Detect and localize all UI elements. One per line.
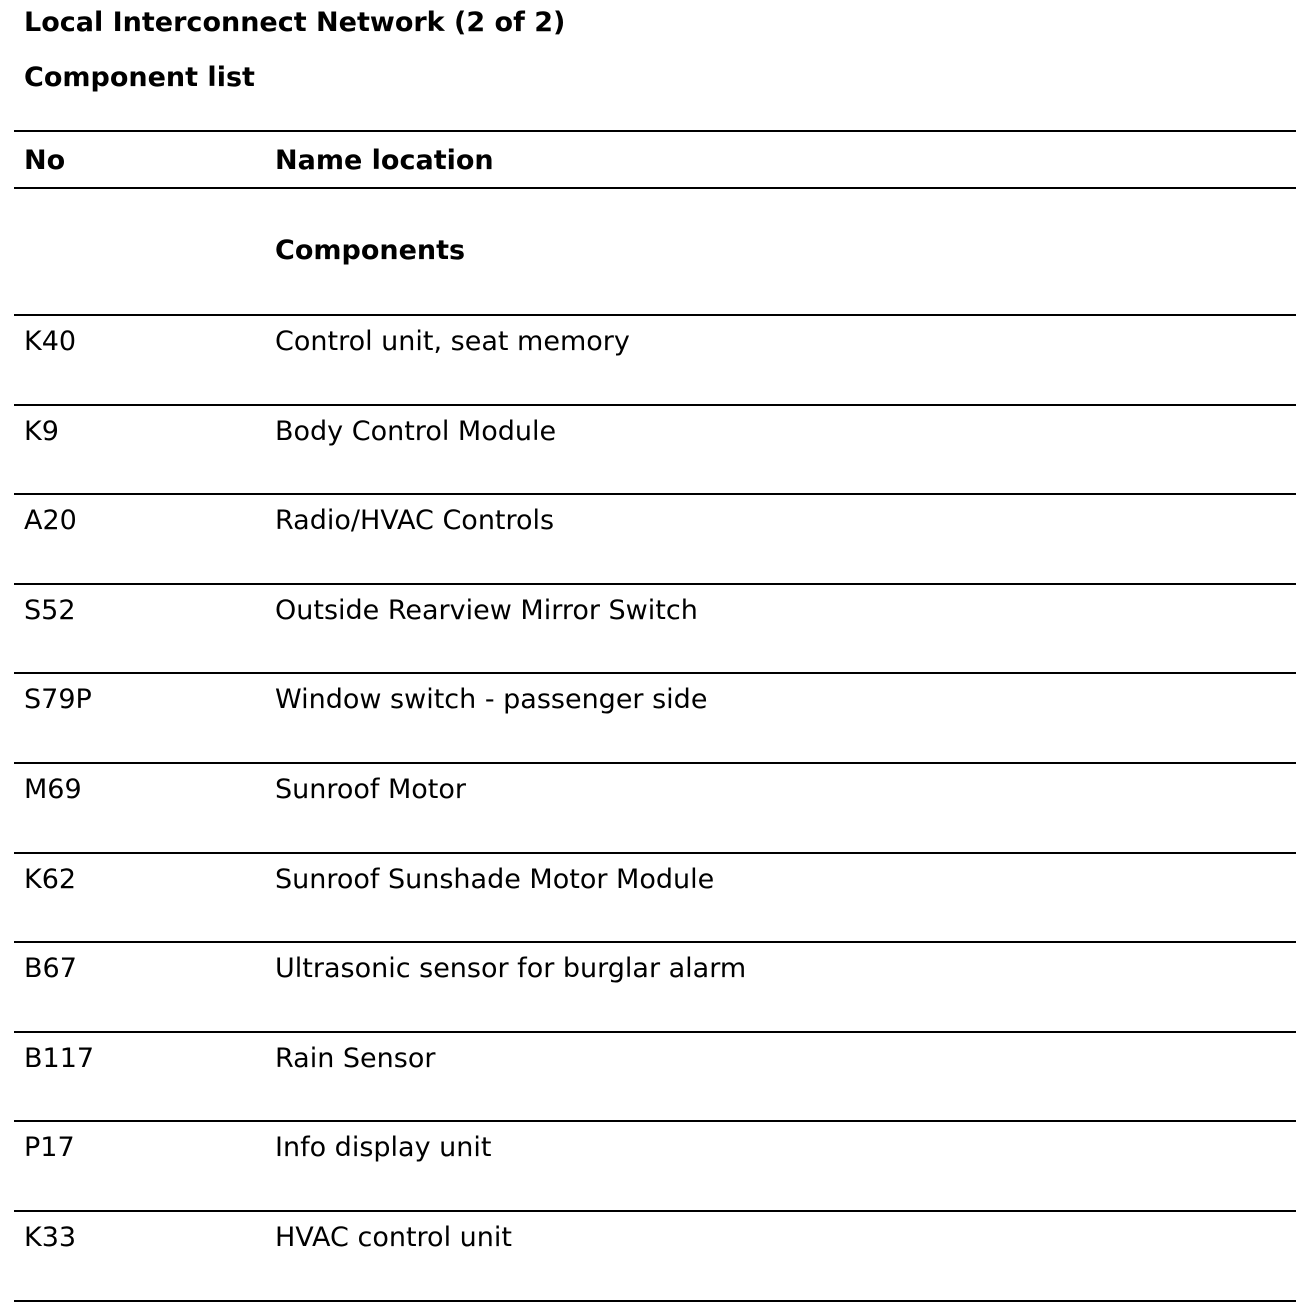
component-number: P17 — [24, 1132, 75, 1164]
table-row — [14, 316, 1296, 406]
table-row — [14, 1122, 1296, 1212]
component-name: Info display unit — [275, 1132, 492, 1164]
table-row — [14, 495, 1296, 585]
table-row — [14, 854, 1296, 944]
table-body — [14, 316, 1296, 1302]
component-name: Control unit, seat memory — [275, 326, 630, 357]
component-number: B67 — [24, 953, 77, 985]
component-number: K40 — [24, 326, 77, 357]
table-row — [14, 1033, 1296, 1123]
section-subtitle: Component list — [24, 62, 255, 93]
page-title: Local Interconnect Network (2 of 2) — [24, 7, 566, 38]
component-number: A20 — [24, 505, 77, 537]
column-header-name-location: Name location — [275, 145, 494, 176]
table-row — [14, 585, 1296, 675]
section-label: Components — [275, 235, 466, 266]
component-table — [14, 130, 1296, 1302]
component-number: B117 — [24, 1042, 95, 1074]
component-name: HVAC control unit — [275, 1221, 512, 1253]
component-number: K9 — [24, 415, 59, 447]
table-row — [14, 674, 1296, 764]
component-name: Outside Rearview Mirror Switch — [275, 594, 698, 626]
component-name: Sunroof Motor — [275, 773, 467, 805]
table-row — [14, 764, 1296, 854]
column-header-no: No — [24, 145, 66, 176]
component-name: Ultrasonic sensor for burglar alarm — [275, 953, 747, 985]
table-header-row — [14, 132, 1296, 189]
component-name: Body Control Module — [275, 415, 557, 447]
component-name: Radio/HVAC Controls — [275, 505, 555, 537]
component-number: S52 — [24, 594, 76, 626]
component-name: Sunroof Sunshade Motor Module — [275, 863, 715, 895]
component-number: K33 — [24, 1221, 77, 1253]
table-section-row — [14, 189, 1296, 316]
component-name: Window switch - passenger side — [275, 684, 708, 716]
table-row — [14, 406, 1296, 496]
table-row — [14, 1212, 1296, 1302]
table-row — [14, 943, 1296, 1033]
component-number: S79P — [24, 684, 92, 716]
component-number: K62 — [24, 863, 77, 895]
component-number: M69 — [24, 773, 82, 805]
component-name: Rain Sensor — [275, 1042, 436, 1074]
